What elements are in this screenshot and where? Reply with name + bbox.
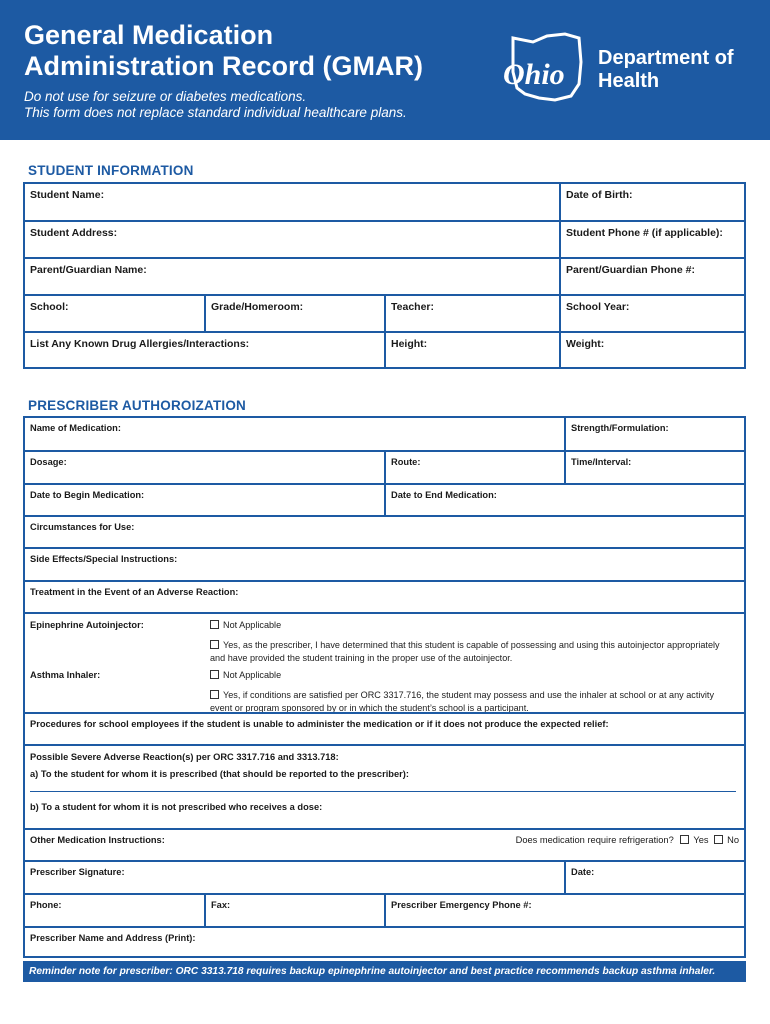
form-title [24, 20, 423, 82]
autoinjector-inhaler-block [23, 614, 746, 712]
checkbox-icon[interactable] [210, 690, 219, 699]
guardian-name-field[interactable]: Parent/Guardian Name: [23, 259, 559, 294]
refrigeration-no-checkbox[interactable] [714, 835, 723, 844]
table-row [23, 893, 746, 926]
severe-reaction-a-field[interactable]: a) To the student for whom it is prescribed (that should be reported to the prescriber): [30, 769, 409, 779]
reminder-note: Reminder note for prescriber: ORC 3313.718 requires backup epinephrine autoinjector and best practice recommends backup asthma inhaler. [23, 961, 746, 982]
allergies-field[interactable]: List Any Known Drug Allergies/Interactions: [23, 333, 384, 367]
grade-homeroom-field[interactable]: Grade/Homeroom: [204, 296, 384, 331]
epi-not-applicable-option[interactable]: Not Applicable [210, 619, 281, 632]
emergency-phone-field[interactable]: Prescriber Emergency Phone #: [384, 895, 746, 926]
divider [30, 791, 736, 792]
dept-line-2: Health [598, 70, 660, 92]
table-row [23, 450, 746, 483]
title-line-2: Administration Record (GMAR) [24, 51, 424, 81]
circumstances-field[interactable]: Circumstances for Use: [23, 517, 746, 547]
prescriber-name-address-field[interactable]: Prescriber Name and Address (Print): [23, 928, 746, 956]
table-row [23, 331, 746, 369]
school-year-field[interactable]: School Year: [559, 296, 746, 331]
procedures-field[interactable]: Procedures for school employees if the student is unable to administer the medication or if it does not produce the expected relief: [23, 714, 746, 744]
title-line-1: General Medication [24, 20, 274, 50]
checkbox-icon[interactable] [210, 620, 219, 629]
table-row [23, 257, 746, 294]
student-info-table [23, 182, 746, 369]
table-row [23, 926, 746, 958]
strength-field[interactable]: Strength/Formulation: [564, 418, 746, 450]
prescriber-section-title: PRESCRIBER AUTHOROIZATION [28, 398, 247, 413]
table-row [23, 828, 746, 860]
table-row [23, 416, 746, 450]
subtitle-line-1: Do not use for seizure or diabetes medications. [24, 89, 307, 104]
checkbox-icon[interactable] [210, 670, 219, 679]
severe-reactions-block [23, 746, 746, 828]
asthma-yes-option[interactable]: Yes, if conditions are satisfied per ORC 3317.716, the student may possess and use the inhaler at school or at any activity event or program sponsored by or in which the student’s school is a participant. [210, 690, 715, 713]
weight-field[interactable]: Weight: [559, 333, 746, 367]
severe-reactions-heading: Possible Severe Adverse Reaction(s) per ORC 3317.716 and 3313.718: [30, 752, 339, 762]
table-row [23, 515, 746, 547]
prescriber-phone-field[interactable]: Phone: [23, 895, 204, 926]
table-row [23, 612, 746, 712]
medication-name-field[interactable]: Name of Medication: [23, 418, 564, 450]
prescriber-signature-field[interactable]: Prescriber Signature: [23, 862, 564, 893]
dosage-field[interactable]: Dosage: [23, 452, 384, 483]
page-header [0, 0, 770, 140]
severe-reaction-b-field[interactable]: b) To a student for whom it is not prescribed who receives a dose: [30, 802, 323, 812]
checkbox-icon[interactable] [210, 640, 219, 649]
school-field[interactable]: School: [23, 296, 204, 331]
prescriber-fax-field[interactable]: Fax: [204, 895, 384, 926]
table-row [23, 547, 746, 580]
table-row [23, 483, 746, 515]
asthma-inhaler-label: Asthma Inhaler: [30, 670, 101, 680]
epi-yes-option[interactable]: Yes, as the prescriber, I have determined that this student is capable of possessing and using this autoinjector appropriately and have provided the student training in the proper use of the autoinjector. [210, 640, 720, 663]
signature-date-field[interactable]: Date: [564, 862, 746, 893]
refrigeration-question: Does medication require refrigeration? Yes No [515, 835, 739, 845]
teacher-field[interactable]: Teacher: [384, 296, 559, 331]
subtitle-line-2: This form does not replace standard individual healthcare plans. [24, 105, 407, 120]
other-instructions-field[interactable] [23, 830, 746, 860]
end-date-field[interactable]: Date to End Medication: [384, 485, 746, 515]
treatment-field[interactable]: Treatment in the Event of an Adverse Reaction: [23, 582, 746, 612]
other-instructions-label: Other Medication Instructions: [30, 835, 165, 845]
table-row [23, 220, 746, 257]
form-subtitle [24, 89, 407, 121]
guardian-phone-field[interactable]: Parent/Guardian Phone #: [559, 259, 746, 294]
table-row [23, 182, 746, 220]
department-name [598, 47, 734, 93]
table-row [23, 580, 746, 612]
height-field[interactable]: Height: [384, 333, 559, 367]
logo-wordmark: Ohio [503, 58, 565, 91]
table-row [23, 744, 746, 828]
table-row [23, 860, 746, 893]
dob-field[interactable]: Date of Birth: [559, 184, 746, 220]
dept-line-1: Department of [598, 47, 734, 69]
begin-date-field[interactable]: Date to Begin Medication: [23, 485, 384, 515]
student-phone-field[interactable]: Student Phone # (if applicable): [559, 222, 746, 257]
table-row [23, 294, 746, 331]
ohio-logo-icon [495, 32, 587, 104]
table-row [23, 712, 746, 744]
refrigeration-yes-checkbox[interactable] [680, 835, 689, 844]
time-interval-field[interactable]: Time/Interval: [564, 452, 746, 483]
epinephrine-label: Epinephrine Autoinjector: [30, 620, 144, 630]
asthma-not-applicable-option[interactable]: Not Applicable [210, 669, 281, 682]
student-address-field[interactable]: Student Address: [23, 222, 559, 257]
student-section-title: STUDENT INFORMATION [28, 163, 194, 178]
route-field[interactable]: Route: [384, 452, 564, 483]
student-name-field[interactable]: Student Name: [23, 184, 559, 220]
side-effects-field[interactable]: Side Effects/Special Instructions: [23, 549, 746, 580]
prescriber-table [23, 416, 746, 958]
